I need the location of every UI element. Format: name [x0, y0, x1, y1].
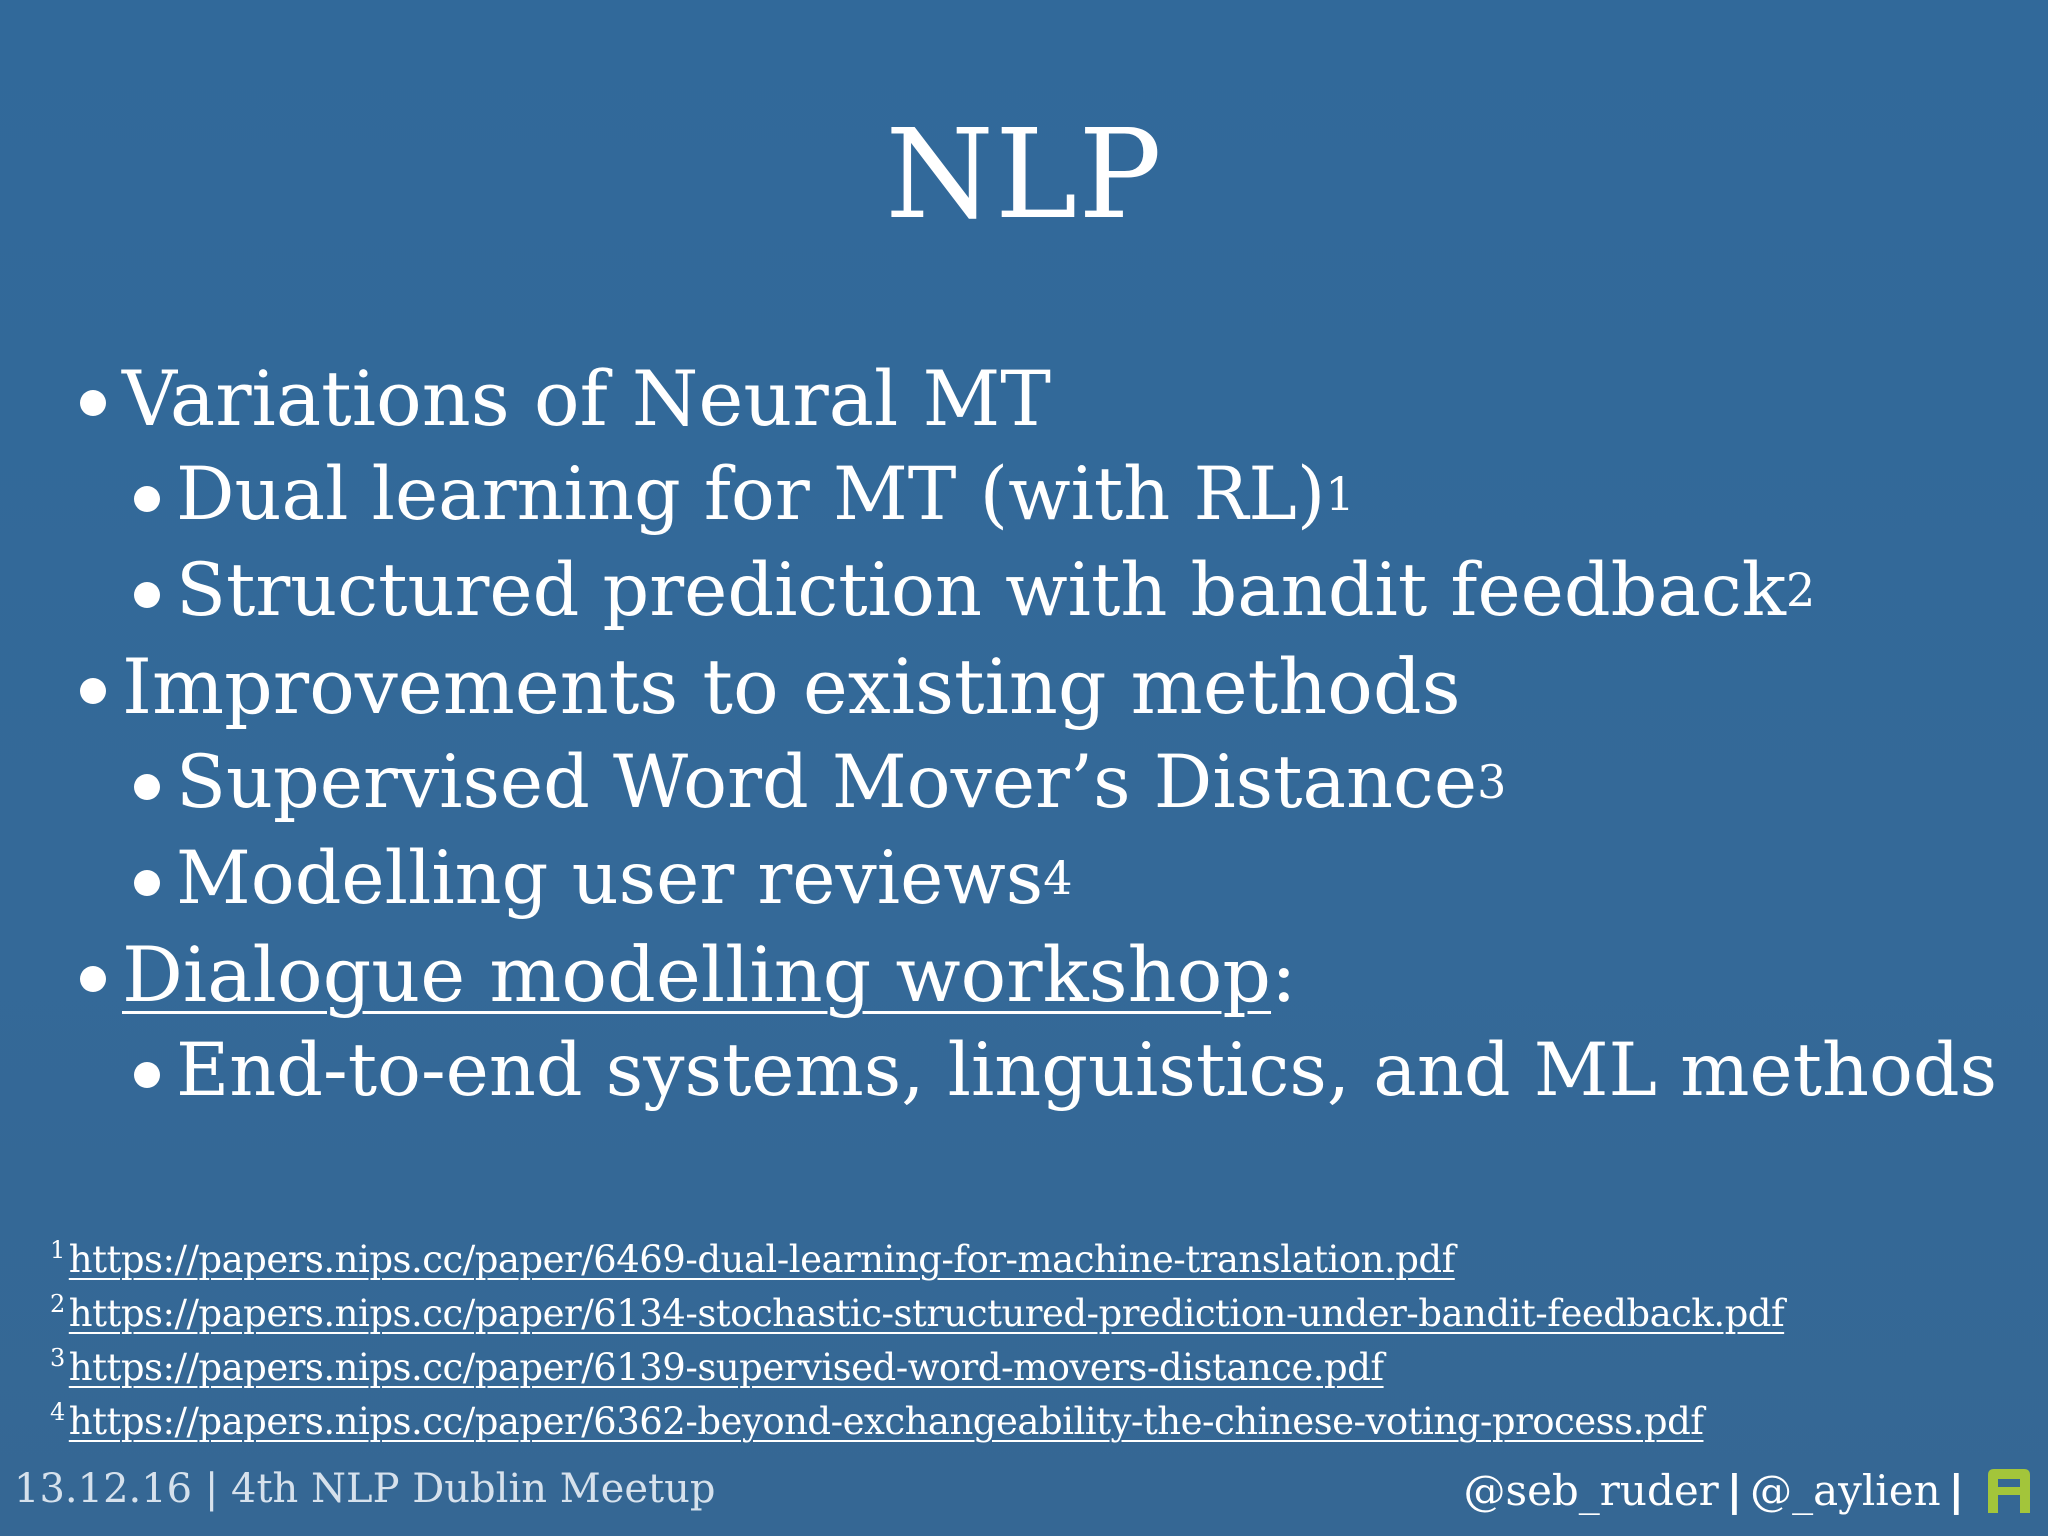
slide-title: NLP — [885, 103, 1163, 247]
bullet-item — [80, 638, 1980, 734]
references — [50, 1232, 2010, 1448]
bullet-item: Supervised Word Mover’s Distance 3 — [80, 734, 1980, 830]
bullet-text: Variations of Neural MT — [122, 353, 1051, 443]
reference-link[interactable]: https://papers.nips.cc/paper/6134-stochastic-structured-prediction-under-bandit-feedback.pdf — [68, 1291, 1785, 1335]
dialogue-workshop-link[interactable]: Dialogue modelling workshop — [122, 929, 1272, 1019]
footer-separator: | — [1726, 1465, 1743, 1515]
reference-number: 3 — [50, 1344, 65, 1372]
footer-date-event: 13.12.16 | 4th NLP Dublin Meetup — [14, 1466, 716, 1512]
bullet-text: Dual learning for MT (with RL) — [176, 451, 1326, 537]
bullet-item: Dual learning for MT (with RL) 1 — [80, 446, 1980, 542]
bullet-dot-icon — [134, 486, 160, 512]
reference-link[interactable]: https://papers.nips.cc/paper/6139-supervised-word-movers-distance.pdf — [68, 1345, 1384, 1389]
bullet-dot-icon — [80, 966, 106, 992]
reference-item — [50, 1286, 2010, 1340]
reference-link[interactable]: https://papers.nips.cc/paper/6362-beyond-exchangeability-the-chinese-voting-process.pdf — [68, 1399, 1704, 1443]
reference-number: 2 — [50, 1290, 65, 1318]
bullet-dot-icon — [80, 678, 106, 704]
bullet-dot-icon — [134, 870, 160, 896]
bullet-text: Improvements to existing methods — [122, 641, 1461, 731]
reference-number: 4 — [50, 1398, 65, 1426]
bullet-list — [80, 350, 1998, 1118]
reference-item — [50, 1340, 2010, 1394]
bullet-item — [80, 926, 1980, 1022]
aylien-logo-icon — [1984, 1465, 2034, 1515]
bullet-text: Supervised Word Mover’s Distance — [176, 739, 1478, 825]
reference-number: 1 — [50, 1236, 65, 1264]
footer-handles — [1464, 1460, 2034, 1520]
bullet-dot-icon — [134, 582, 160, 608]
bullet-item: Modelling user reviews 4 — [80, 830, 1980, 926]
reference-link[interactable]: https://papers.nips.cc/paper/6469-dual-learning-for-machine-translation.pdf — [68, 1237, 1455, 1281]
reference-item — [50, 1232, 2010, 1286]
bullet-text — [122, 930, 1297, 1019]
bullet-suffix: : — [1271, 929, 1297, 1019]
bullet-dot-icon — [134, 774, 160, 800]
reference-item — [50, 1394, 2010, 1448]
bullet-item — [80, 1022, 1998, 1118]
bullet-text: Structured prediction with bandit feedback — [176, 547, 1786, 633]
bullet-item: Structured prediction with bandit feedback 2 — [80, 542, 1980, 638]
bullet-dot-icon — [134, 1062, 160, 1088]
footer-separator: | — [1948, 1465, 1964, 1515]
bullet-text: Modelling user reviews — [176, 835, 1044, 921]
bullet-dot-icon — [80, 390, 106, 416]
twitter-handle-aylien[interactable]: @_aylien — [1750, 1465, 1941, 1515]
bullet-text: End-to-end systems, linguistics, and ML methods — [176, 1027, 1998, 1113]
bullet-item — [80, 350, 1980, 446]
twitter-handle-seb[interactable]: @seb_ruder — [1463, 1465, 1719, 1515]
